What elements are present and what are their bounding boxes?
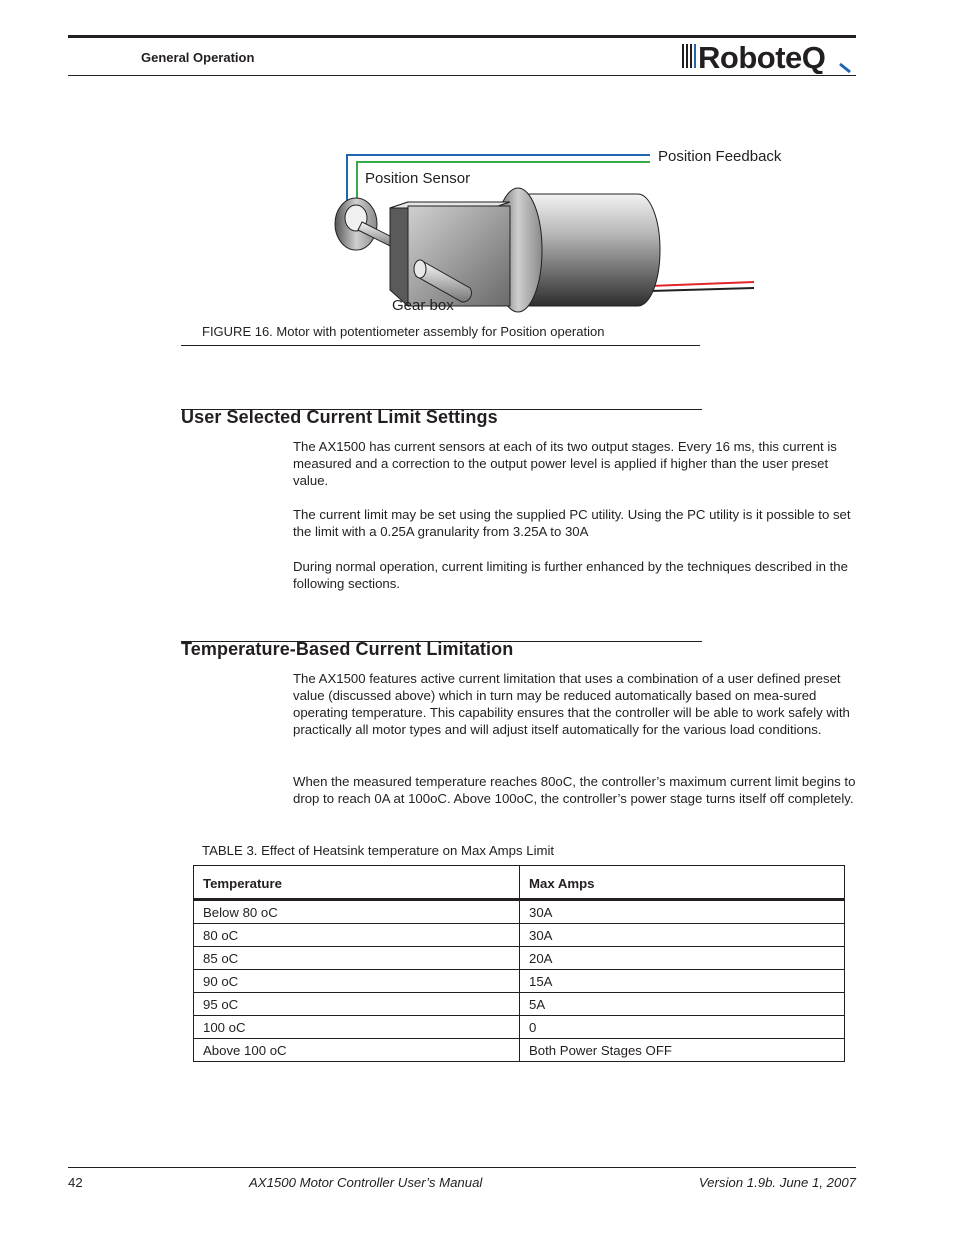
figure-caption-rule	[181, 345, 700, 346]
table-row	[194, 1016, 845, 1039]
paragraph-current-limit-3: During normal operation, current limiting is further enhanced by the techniques described in the following sections.	[293, 559, 848, 591]
logo-wordmark: RoboteQ	[698, 40, 826, 74]
cell-temperature: Below 80 oC	[194, 900, 520, 924]
footer-rule	[68, 1167, 856, 1168]
page-number: 42	[68, 1175, 83, 1190]
cell-max-amps: Both Power Stages OFF	[520, 1039, 845, 1062]
cell-max-amps: 30A	[520, 900, 845, 924]
cell-temperature: 90 oC	[194, 970, 520, 993]
table-caption-title: Effect of Heatsink temperature on Max Amps Limit	[261, 843, 555, 858]
cell-max-amps: 0	[520, 1016, 845, 1039]
table-row	[194, 924, 845, 947]
table-row	[194, 1039, 845, 1062]
table-row	[194, 993, 845, 1016]
running-header-section: General Operation	[141, 50, 255, 65]
paragraph-current-limit-2: The current limit may be set using the supplied PC utility. Using the PC utility is it possible to set the limit with a 0.25A granularity from 3.25A to 30A	[293, 507, 851, 539]
table-header-row	[194, 866, 845, 900]
cell-temperature: Above 100 oC	[194, 1039, 520, 1062]
table-caption	[202, 843, 554, 858]
power-wire-black	[650, 288, 754, 291]
label-position-sensor: Position Sensor	[365, 170, 471, 187]
heading-temperature-limitation: Temperature-Based Current Limitation	[181, 639, 514, 659]
paragraph-temperature-1: The AX1500 features active current limitation that uses a combination of a user defined preset value (discussed above) which in turn may be reduced automatically based on mea-sured operating temperature. This capability ensures that the controller will be able to work safely with practically all motor types and will adjust itself automatically for the various load conditions.	[293, 671, 850, 737]
max-amps-table	[193, 865, 845, 1062]
table-row	[194, 947, 845, 970]
label-position-feedback: Position Feedback	[658, 148, 782, 165]
cell-max-amps: 15A	[520, 970, 845, 993]
cell-max-amps: 30A	[520, 924, 845, 947]
cell-temperature: 80 oC	[194, 924, 520, 947]
paragraph-current-limit-1: The AX1500 has current sensors at each of its two output stages. Every 16 ms, this current is measured and a correction to the output power level is applied if higher than the user preset value.	[293, 439, 837, 488]
cell-temperature: 100 oC	[194, 1016, 520, 1039]
power-wire-red	[650, 282, 754, 286]
figure-caption: FIGURE 16. Motor with potentiometer assembly for Position operation	[202, 324, 605, 339]
paragraph-temperature-2: When the measured temperature reaches 80oC, the controller’s maximum current limit begins to drop to reach 0A at 100oC. Above 100oC, the controller’s power stage turns itself off completely.	[293, 774, 856, 806]
roboteq-logo	[680, 38, 858, 74]
cell-temperature: 95 oC	[194, 993, 520, 1016]
column-header-max-amps: Max Amps	[520, 866, 845, 900]
table-row	[194, 970, 845, 993]
cell-max-amps: 20A	[520, 947, 845, 970]
column-header-temperature: Temperature	[194, 866, 520, 900]
cell-max-amps: 5A	[520, 993, 845, 1016]
gearbox-left-face	[390, 202, 408, 306]
heading-current-limit: User Selected Current Limit Settings	[181, 407, 498, 427]
footer-version: Version 1.9b. June 1, 2007	[698, 1175, 856, 1190]
footer-manual-title: AX1500 Motor Controller User’s Manual	[249, 1175, 483, 1190]
table-row	[194, 900, 845, 924]
cell-temperature: 85 oC	[194, 947, 520, 970]
label-gear-box: Gear box	[392, 297, 454, 314]
header-bottom-rule	[68, 75, 856, 76]
table-caption-prefix: TABLE 3.	[202, 843, 258, 858]
motor-potentiometer-figure	[320, 140, 800, 320]
